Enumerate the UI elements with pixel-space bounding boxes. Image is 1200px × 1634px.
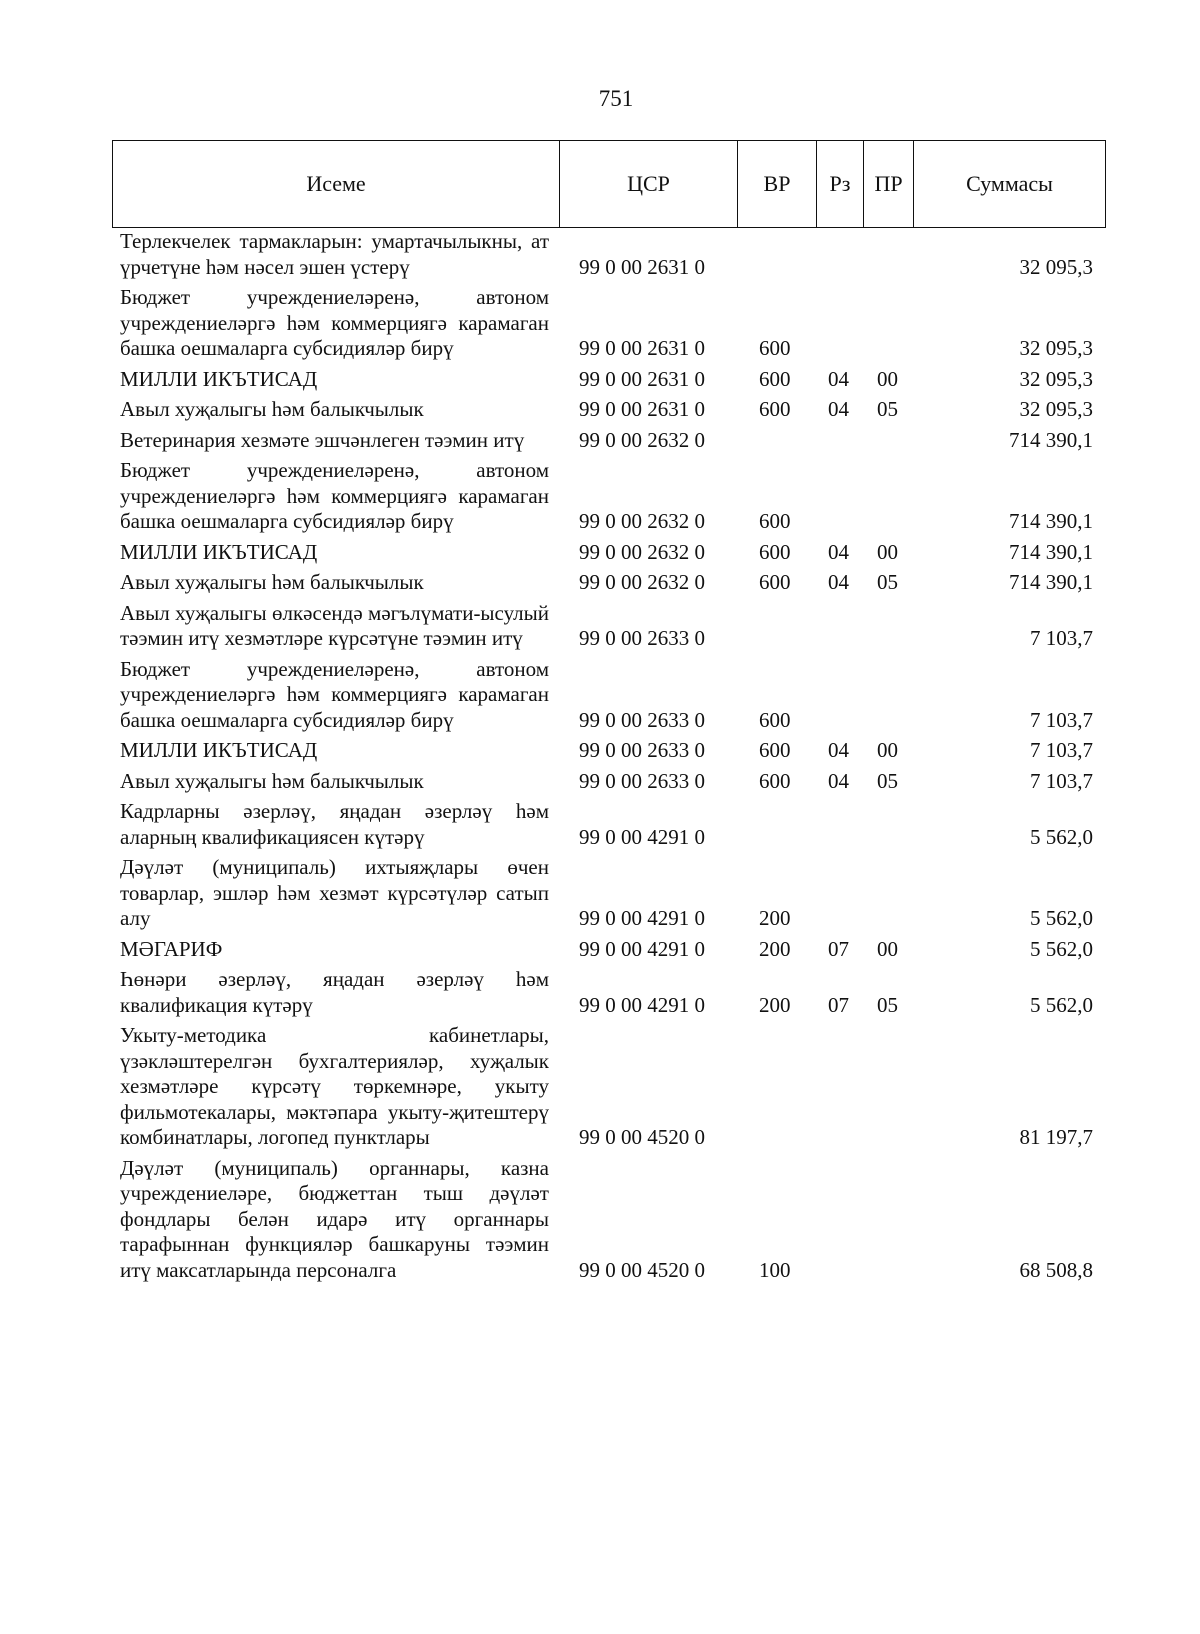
- table-row: [112, 535, 1105, 566]
- row-vr: 200: [759, 992, 791, 1017]
- table-row: [112, 652, 1105, 734]
- row-pr: [863, 229, 913, 280]
- table-row: [112, 794, 1105, 850]
- row-vr: [737, 423, 816, 454]
- row-rz: [816, 1018, 863, 1151]
- row-rz: 04: [828, 570, 849, 594]
- row-name: Дәүләт (муниципаль) ихтыяҗлары өчен товарлар, эшләр һәм хезмәт күрсәтүләр сатып алу: [120, 855, 549, 930]
- row-pr: [863, 1151, 913, 1284]
- row-name: МИЛЛИ ИКЪТИСАД: [120, 366, 318, 391]
- row-vr: [737, 596, 816, 652]
- row-rz: [816, 1151, 863, 1284]
- row-rz: 04: [828, 738, 849, 762]
- row-name: Терлекчелек тармакларын: умартачылыкны, ат үрчетүне һәм нәсел эшен үстерү: [120, 229, 549, 279]
- row-rz: 04: [828, 397, 849, 421]
- row-pr: [863, 652, 913, 734]
- table-row: [112, 733, 1105, 764]
- row-name: Һөнәри әзерләү, яңадан әзерләү һәм квалификация күтәрү: [120, 967, 549, 1017]
- row-pr: [863, 423, 913, 454]
- row-csr: 99 0 00 2633 0: [579, 768, 705, 793]
- table-row: [112, 423, 1105, 454]
- row-rz: 07: [828, 936, 849, 961]
- row-rz: 07: [828, 992, 849, 1017]
- row-name: Бюджет учреждениеләренә, автоном учреждениеләргә һәм коммерциягә карамаган башка оешмаларга субсидияләр бирү: [120, 285, 549, 360]
- row-csr: 99 0 00 2633 0: [579, 626, 705, 650]
- row-pr: 05: [877, 397, 898, 421]
- row-vr: 600: [759, 768, 791, 793]
- row-name: Авыл хуҗалыгы өлкәсендә мәгълүмати-ысулый тәэмин итү хезмәтләре күрсәтүне тәэмин итү: [120, 600, 549, 650]
- row-csr: 99 0 00 4291 0: [579, 992, 705, 1017]
- row-pr: [863, 794, 913, 850]
- column-header-csr: ЦСР: [560, 141, 738, 228]
- row-rz: [816, 794, 863, 850]
- table-row: [112, 565, 1105, 596]
- row-vr: 600: [759, 336, 791, 360]
- table-row: [112, 1151, 1105, 1284]
- row-sum: 714 390,1: [1009, 570, 1093, 594]
- row-sum: 7 103,7: [1030, 738, 1093, 762]
- row-pr: 05: [877, 768, 898, 793]
- row-vr: 200: [759, 936, 791, 961]
- row-rz: [816, 229, 863, 280]
- row-csr: 99 0 00 2631 0: [579, 336, 705, 360]
- row-csr: 99 0 00 2631 0: [579, 397, 705, 421]
- row-sum: 32 095,3: [1019, 366, 1093, 391]
- row-rz: [816, 423, 863, 454]
- row-vr: 600: [759, 366, 791, 391]
- row-rz: [816, 280, 863, 362]
- row-sum: 714 390,1: [1009, 539, 1093, 564]
- row-sum: 7 103,7: [1030, 626, 1093, 650]
- table-row: [112, 764, 1105, 795]
- row-rz: 04: [828, 768, 849, 793]
- row-pr: 00: [877, 738, 898, 762]
- row-name: МИЛЛИ ИКЪТИСАД: [120, 738, 318, 762]
- table-row: [112, 850, 1105, 932]
- row-rz: 04: [828, 539, 849, 564]
- row-name: Укыту-методика кабинетлары, үзәкләштерелгән бухгалтерияләр, хуҗалык хезмәтләре күрсәтү төркемнәре, укыту фильмотекалары, мәктәпара укыту-җитештерү комбинатлары, логопед пунктлары: [120, 1023, 549, 1149]
- row-sum: 5 562,0: [1030, 906, 1093, 930]
- row-csr: 99 0 00 2633 0: [579, 738, 705, 762]
- row-rz: [816, 453, 863, 535]
- row-sum: 7 103,7: [1030, 768, 1093, 793]
- row-name: Кадрларны әзерләү, яңадан әзерләү һәм аларның квалификациясен күтәрү: [120, 799, 549, 849]
- row-csr: 99 0 00 4291 0: [579, 936, 705, 961]
- row-pr: 00: [877, 936, 898, 961]
- row-vr: 600: [759, 397, 791, 421]
- table-row: [112, 453, 1105, 535]
- row-vr: 600: [759, 707, 791, 732]
- column-header-rz: Рз: [817, 141, 864, 228]
- column-header-vr: ВР: [738, 141, 817, 228]
- row-rz: [816, 652, 863, 734]
- row-vr: 100: [759, 1257, 791, 1282]
- row-csr: 99 0 00 2631 0: [579, 366, 705, 391]
- row-pr: [863, 280, 913, 362]
- row-csr: 99 0 00 2632 0: [579, 539, 705, 564]
- row-pr: 00: [877, 539, 898, 564]
- row-vr: [737, 229, 816, 280]
- row-vr: [737, 794, 816, 850]
- row-sum: 5 562,0: [1030, 992, 1093, 1017]
- column-header-name: Исеме: [113, 141, 560, 228]
- row-sum: 5 562,0: [1030, 936, 1093, 961]
- row-vr: 600: [759, 570, 791, 594]
- row-sum: 7 103,7: [1030, 707, 1093, 732]
- row-pr: 00: [877, 366, 898, 391]
- row-sum: 81 197,7: [1019, 1125, 1093, 1149]
- row-name: Дәүләт (муниципаль) органнары, казна учреждениеләре, бюджеттан тыш дәүләт фондлары белән идарә итү органнары тарафыннан функцияләр башкаруны тәэмин итү максатларында персоналга: [120, 1155, 549, 1282]
- budget-table: [112, 229, 1105, 1283]
- row-vr: 600: [759, 509, 791, 533]
- page-number: 751: [598, 86, 634, 111]
- row-pr: [863, 453, 913, 535]
- row-rz: [816, 850, 863, 932]
- row-name: Бюджет учреждениеләренә, автоном учреждениеләргә һәм коммерциягә карамаган башка оешмаларга субсидияләр бирү: [120, 458, 549, 533]
- row-csr: 99 0 00 2633 0: [579, 707, 705, 732]
- row-pr: 05: [877, 570, 898, 594]
- row-csr: 99 0 00 4291 0: [579, 824, 705, 849]
- row-name: Авыл хуҗалыгы һәм балыкчылык: [120, 570, 424, 594]
- row-sum: 32 095,3: [1019, 397, 1093, 421]
- table-row: [112, 596, 1105, 652]
- row-name: Авыл хуҗалыгы һәм балыкчылык: [120, 397, 424, 421]
- row-name: Ветеринария хезмәте эшчәнлеген тәэмин итү: [120, 427, 525, 452]
- row-sum: 32 095,3: [1019, 336, 1093, 360]
- row-rz: [816, 596, 863, 652]
- row-name: МӘГАРИФ: [120, 936, 223, 961]
- row-csr: 99 0 00 4520 0: [579, 1125, 705, 1149]
- row-pr: [863, 850, 913, 932]
- row-name: Бюджет учреждениеләренә, автоном учреждениеләргә һәм коммерциягә карамаган башка оешмаларга субсидияләр бирү: [120, 656, 549, 732]
- row-sum: 714 390,1: [1009, 509, 1093, 533]
- row-vr: 600: [759, 738, 791, 762]
- table-row: [112, 362, 1105, 393]
- row-pr: [863, 1018, 913, 1151]
- table-row: [112, 229, 1105, 280]
- row-vr: 600: [759, 539, 791, 564]
- row-name: МИЛЛИ ИКЪТИСАД: [120, 539, 318, 564]
- row-rz: 04: [828, 366, 849, 391]
- row-sum: 68 508,8: [1019, 1257, 1093, 1282]
- table-row: [112, 962, 1105, 1018]
- table-row: [112, 280, 1105, 362]
- row-name: Авыл хуҗалыгы һәм балыкчылык: [120, 768, 424, 793]
- table-row: [112, 1018, 1105, 1151]
- table-row: [112, 932, 1105, 963]
- row-csr: 99 0 00 4291 0: [579, 906, 705, 930]
- row-pr: 05: [877, 992, 898, 1017]
- column-header-sum: Суммасы: [914, 141, 1106, 228]
- row-pr: [863, 596, 913, 652]
- table-row: [112, 392, 1105, 423]
- row-vr: [737, 1018, 816, 1151]
- row-sum: 714 390,1: [1009, 427, 1093, 452]
- row-csr: 99 0 00 2632 0: [579, 427, 705, 452]
- row-csr: 99 0 00 4520 0: [579, 1257, 705, 1282]
- row-vr: 200: [759, 906, 791, 930]
- table-header: [112, 140, 1106, 228]
- row-csr: 99 0 00 2631 0: [579, 254, 705, 279]
- column-header-pr: ПР: [864, 141, 914, 228]
- row-csr: 99 0 00 2632 0: [579, 570, 705, 594]
- row-sum: 5 562,0: [1030, 824, 1093, 849]
- row-csr: 99 0 00 2632 0: [579, 509, 705, 533]
- row-sum: 32 095,3: [1019, 254, 1093, 279]
